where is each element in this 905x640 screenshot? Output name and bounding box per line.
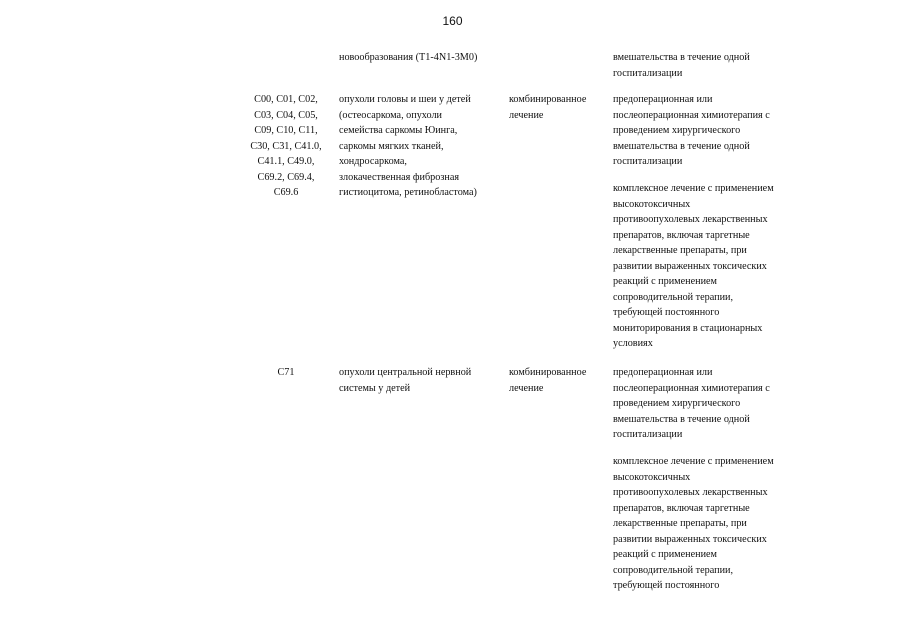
row-1-treatment: комбинированное лечение xyxy=(509,94,587,121)
row-2-condition: опухоли центральной нервной системы у детей xyxy=(339,367,472,394)
row-0-condition: новообразования (T1-4N1-3M0) xyxy=(339,52,478,63)
row-2-treatment: комбинированное лечение xyxy=(509,367,587,394)
row-2-method-0: предоперационная или послеоперационная химиотерапия с проведением хирургического вмешательства в течение одной госпитализации xyxy=(613,367,770,440)
row-1-method-0: предоперационная или послеоперационная химиотерапия с проведением хирургического вмешательства в течение одной госпитализации xyxy=(613,94,770,167)
page-number: 160 xyxy=(442,14,463,28)
row-2-codes: C71 xyxy=(277,367,295,378)
row-1-codes: C00, C01, C02, C03, C04, C05, C09, C10, C11, C30, C31, C41.0, C41.1, C49.0, C69.2, C69.4, C69.6 xyxy=(250,94,322,198)
row-2-method-1: комплексное лечение с применением высокотоксичных противоопухолевых лекарственных препаратов, включая таргетные лекарственные препараты, при развитии выраженных токсических реакций с применением сопроводительной терапии, требующей постоянного xyxy=(613,456,774,591)
row-1-condition: опухоли головы и шеи у детей (остеосаркома, опухоли семейства саркомы Юинга, саркомы мягких тканей, хондросаркома, злокачественная фиброзная гистиоцитома, ретинобластома) xyxy=(339,94,477,198)
row-1-method-1: комплексное лечение с применением высокотоксичных противоопухолевых лекарственных препаратов, включая таргетные лекарственные препараты, при развитии выраженных токсических реакций с применением сопроводительной терапии, требующей постоянного мониторирования в стационарных условиях xyxy=(613,183,774,349)
row-0-method-0: вмешательства в течение одной госпитализации xyxy=(613,52,750,79)
